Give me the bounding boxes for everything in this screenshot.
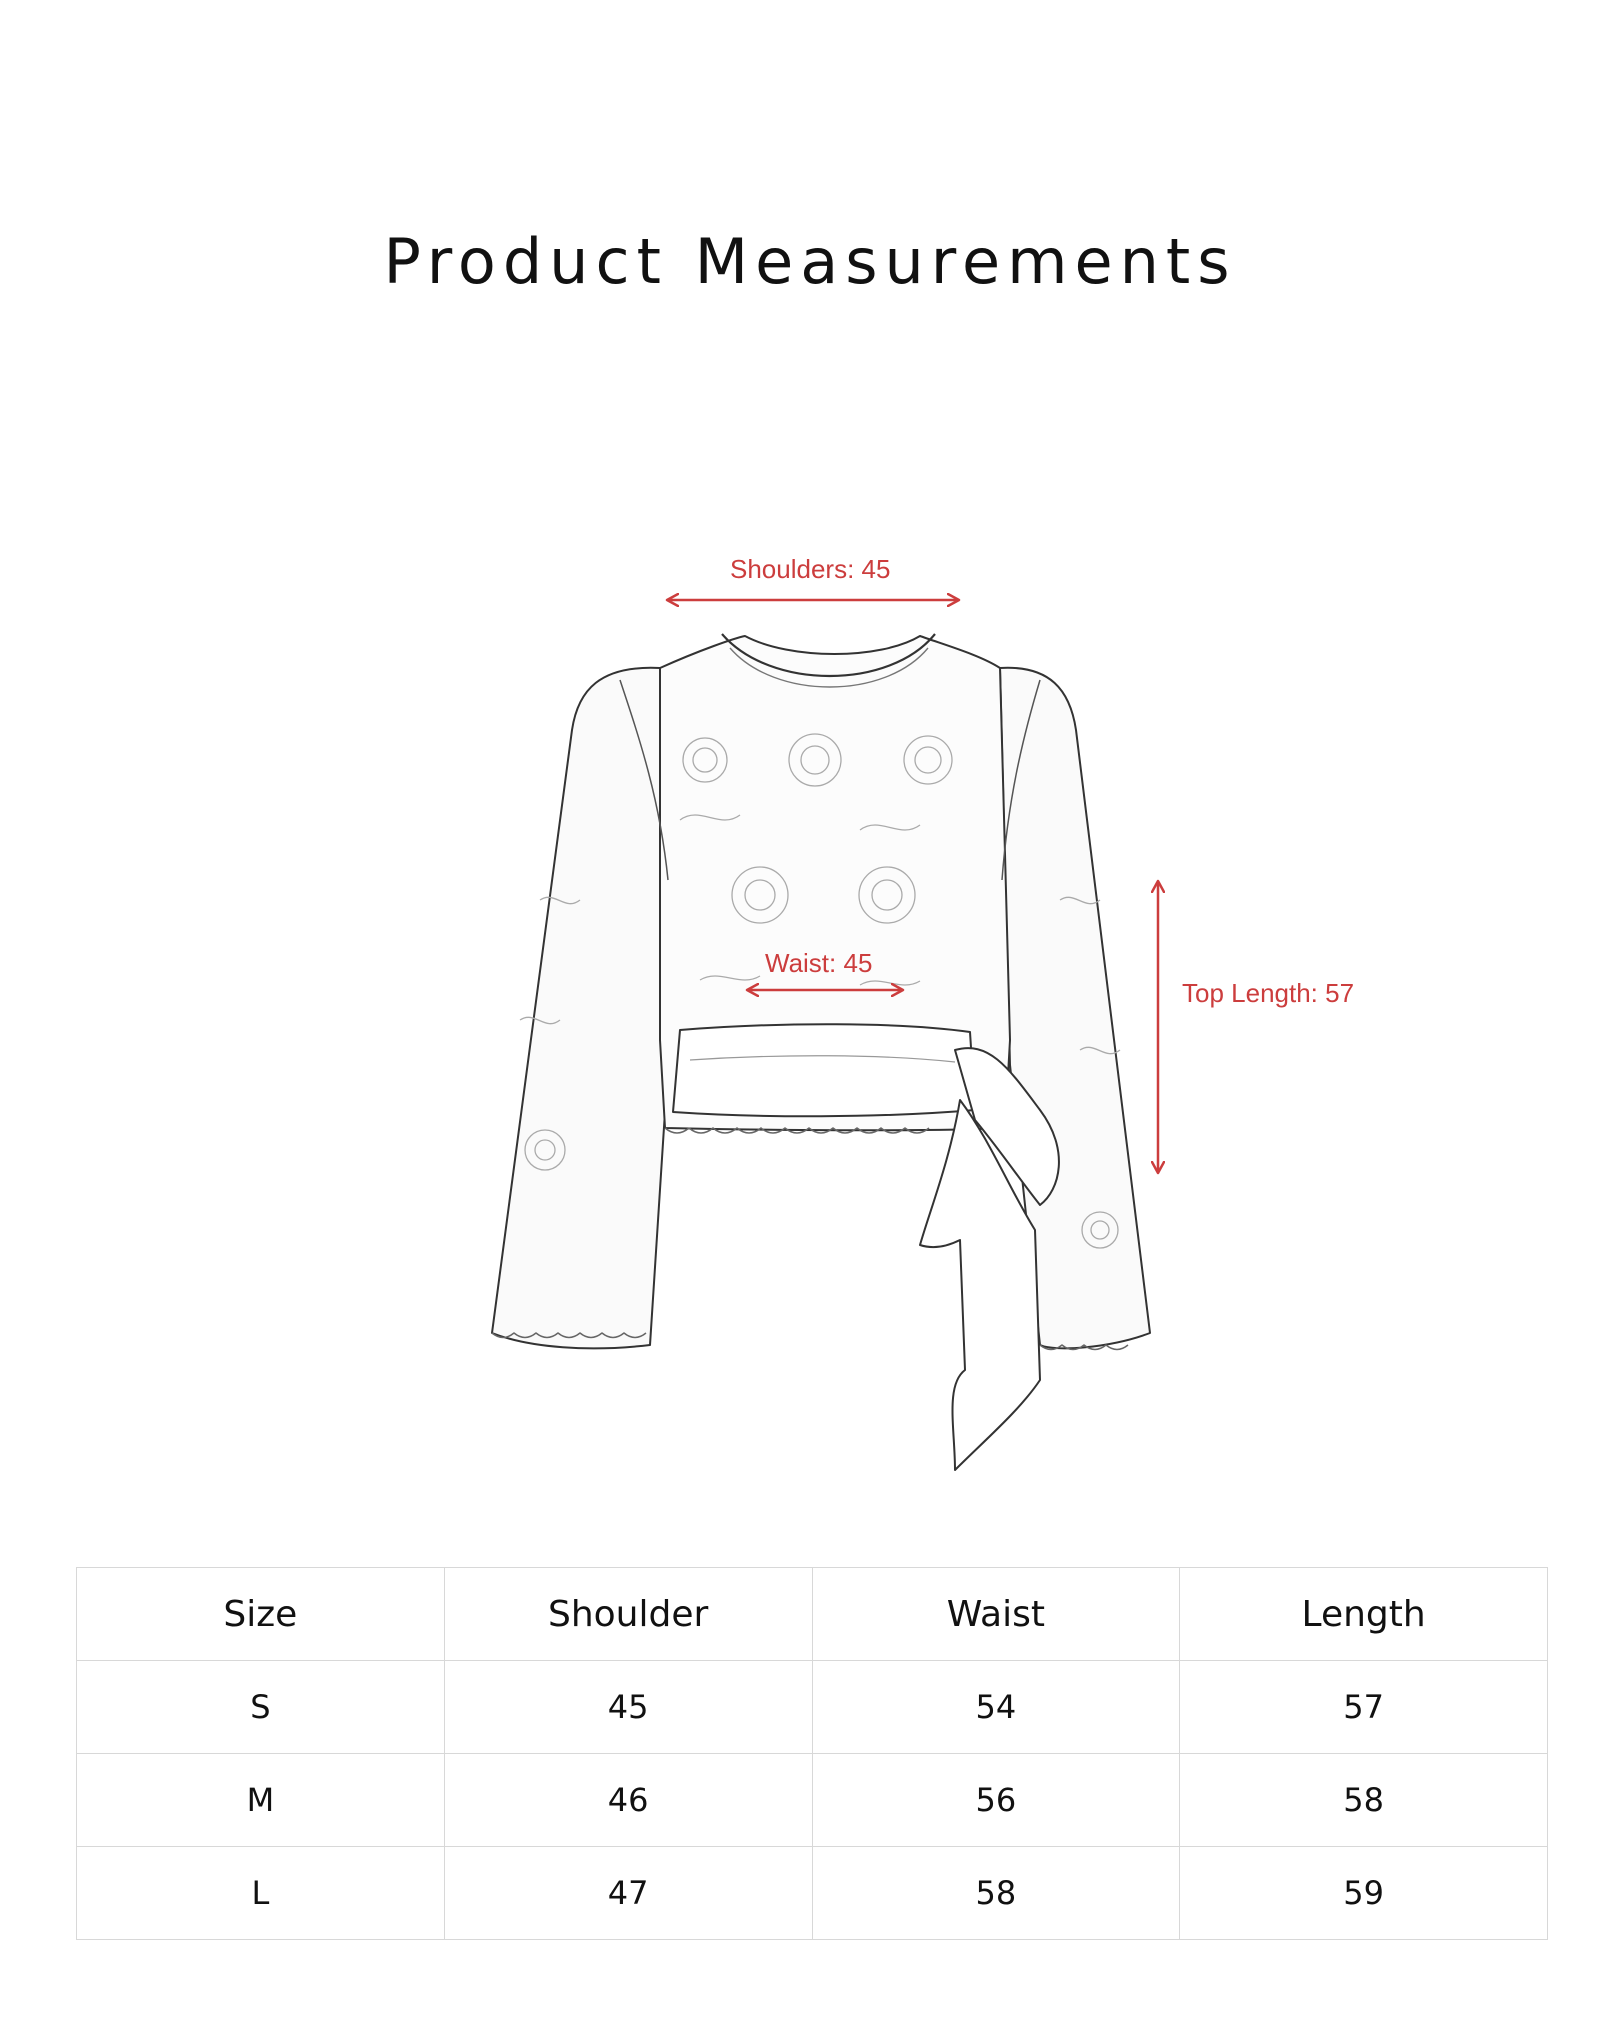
waist-sash bbox=[673, 1024, 975, 1116]
cell-shoulder: 45 bbox=[444, 1661, 812, 1754]
cell-waist: 54 bbox=[812, 1661, 1180, 1754]
cell-waist: 58 bbox=[812, 1847, 1180, 1940]
cell-length: 58 bbox=[1180, 1754, 1548, 1847]
lace-top-drawing bbox=[492, 634, 1150, 1470]
cell-length: 57 bbox=[1180, 1661, 1548, 1754]
size-chart-table bbox=[76, 1567, 1548, 1940]
table-row bbox=[77, 1754, 1548, 1847]
cell-shoulder: 46 bbox=[444, 1754, 812, 1847]
table-row bbox=[77, 1661, 1548, 1754]
cell-waist: 56 bbox=[812, 1754, 1180, 1847]
header-size: Size bbox=[77, 1568, 445, 1661]
top-length-measurement-label: Top Length: 57 bbox=[1182, 978, 1355, 1008]
cell-length: 59 bbox=[1180, 1847, 1548, 1940]
cell-shoulder: 47 bbox=[444, 1847, 812, 1940]
table-row bbox=[77, 1847, 1548, 1940]
left-sleeve bbox=[492, 668, 668, 1349]
header-waist: Waist bbox=[812, 1568, 1180, 1661]
waist-measurement-label: Waist: 45 bbox=[765, 948, 873, 978]
shoulders-measurement-label: Shoulders: 45 bbox=[730, 554, 891, 584]
page-title: Product Measurements bbox=[383, 225, 1237, 298]
header-length: Length bbox=[1180, 1568, 1548, 1661]
table-header-row bbox=[77, 1568, 1548, 1661]
cell-size: L bbox=[77, 1847, 445, 1940]
header-shoulder: Shoulder bbox=[444, 1568, 812, 1661]
cell-size: S bbox=[77, 1661, 445, 1754]
cell-size: M bbox=[77, 1754, 445, 1847]
